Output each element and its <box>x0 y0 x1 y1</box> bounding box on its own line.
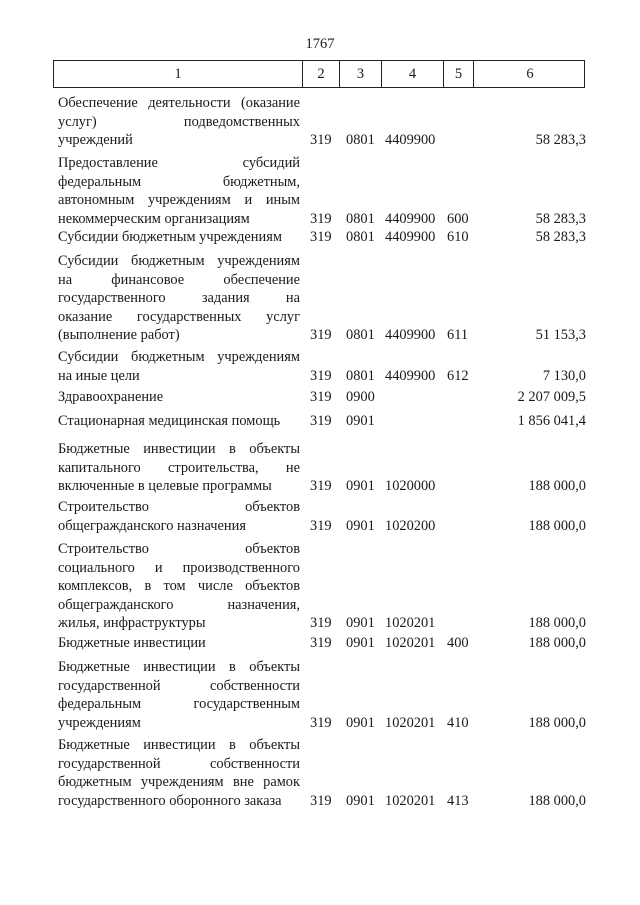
description-line: федеральным бюджетным, <box>58 173 300 190</box>
header-col-3: 3 <box>339 61 381 87</box>
table-row <box>0 388 640 407</box>
cell-c2: 319 <box>310 132 332 148</box>
cell-c6: 58 283,3 <box>535 132 586 148</box>
cell-c4: 4409900 <box>385 132 436 148</box>
cell-c4: 1020201 <box>385 635 436 651</box>
description-line: услуг) подведомственных <box>58 113 300 130</box>
description-line: общегражданского назначения <box>58 517 246 534</box>
description-line: государственной собственности <box>58 677 300 694</box>
cell-c5: 611 <box>447 327 469 343</box>
description-line: Строительство объектов <box>58 499 300 515</box>
cell-c6: 58 283,3 <box>535 210 586 227</box>
cell-c6: 188 000,0 <box>528 615 586 631</box>
description-line: Бюджетные инвестиции <box>58 635 206 651</box>
row-description <box>58 154 300 228</box>
row-description <box>58 440 300 496</box>
header-col-6: 6 <box>473 61 586 87</box>
header-col-5: 5 <box>443 61 473 87</box>
description-line: федеральным государственным <box>58 696 300 712</box>
description-line: автономным учреждениям и иным <box>58 192 300 208</box>
cell-c4: 4409900 <box>385 327 436 343</box>
cell-c2: 319 <box>310 615 332 631</box>
cell-c3: 0900 <box>346 389 375 405</box>
cell-c4: 4409900 <box>385 210 436 227</box>
description-line: Бюджетные инвестиции в объекты <box>58 441 300 457</box>
description-line: (выполнение работ) <box>58 327 180 343</box>
description-line: Здравоохранение <box>58 389 164 405</box>
row-description <box>58 658 300 732</box>
row-description <box>58 412 300 431</box>
header-col-2: 2 <box>302 61 339 87</box>
row-description <box>58 348 300 385</box>
cell-c6: 188 000,0 <box>528 714 586 731</box>
description-line: общегражданского назначения, <box>58 596 300 613</box>
description-line: Обеспечение деятельности (оказание <box>58 95 300 111</box>
description-line: Стационарная медицинская помощь <box>58 413 281 429</box>
cell-c3: 0901 <box>346 478 375 494</box>
table-row <box>0 736 640 810</box>
cell-c3: 0901 <box>346 615 375 631</box>
description-line: Субсидии бюджетным учреждениям <box>58 253 300 269</box>
row-description <box>58 252 300 345</box>
cell-c2: 319 <box>310 229 332 245</box>
cell-c6: 188 000,0 <box>528 517 586 534</box>
cell-c5: 612 <box>447 367 469 384</box>
cell-c3: 0901 <box>346 792 375 809</box>
cell-c3: 0901 <box>346 517 375 534</box>
description-line: капитального строительства, не <box>58 459 300 476</box>
cell-c3: 0801 <box>346 210 375 227</box>
cell-c5: 410 <box>447 714 469 731</box>
page-number: 1767 <box>305 36 335 52</box>
cell-c6: 188 000,0 <box>528 478 586 494</box>
description-line: Предоставление субсидий <box>58 155 300 171</box>
description-line: на иные цели <box>58 367 140 384</box>
cell-c2: 319 <box>310 792 332 809</box>
table-row <box>0 498 640 535</box>
cell-c4: 1020201 <box>385 792 436 809</box>
cell-c6: 58 283,3 <box>535 229 586 245</box>
description-line: учреждений <box>58 132 133 148</box>
table-row <box>0 228 640 247</box>
description-line: социального и производственного <box>58 559 300 576</box>
cell-c4: 1020200 <box>385 517 436 534</box>
cell-c6: 7 130,0 <box>542 367 586 384</box>
cell-c5: 610 <box>447 229 469 245</box>
row-description <box>58 634 300 653</box>
table-row <box>0 540 640 633</box>
description-line: комплексов, в том числе объектов <box>58 578 300 594</box>
description-line: государственной собственности <box>58 755 300 772</box>
description-line: Бюджетные инвестиции в объекты <box>58 659 300 675</box>
table-row <box>0 348 640 385</box>
cell-c2: 319 <box>310 714 332 731</box>
description-line: учреждениям <box>58 714 141 731</box>
table-row <box>0 252 640 345</box>
cell-c3: 0801 <box>346 229 375 245</box>
row-description <box>58 540 300 633</box>
cell-c2: 319 <box>310 389 332 405</box>
cell-c5: 413 <box>447 792 469 809</box>
table-row <box>0 154 640 228</box>
cell-c2: 319 <box>310 478 332 494</box>
table-row <box>0 440 640 496</box>
cell-c2: 319 <box>310 367 332 384</box>
cell-c4: 1020201 <box>385 615 436 631</box>
cell-c6: 51 153,3 <box>535 327 586 343</box>
description-line: оказание государственных услуг <box>58 308 300 325</box>
table-row <box>0 634 640 653</box>
description-line: бюджетным учреждениям вне рамок <box>58 774 300 790</box>
row-description <box>58 388 300 407</box>
cell-c4: 4409900 <box>385 367 436 384</box>
cell-c5: 400 <box>447 635 469 651</box>
row-description <box>58 228 300 247</box>
description-line: государственного задания на <box>58 290 300 306</box>
cell-c5: 600 <box>447 210 469 227</box>
table-header <box>53 60 585 88</box>
cell-c2: 319 <box>310 210 332 227</box>
description-line: государственного оборонного заказа <box>58 792 282 809</box>
cell-c2: 319 <box>310 635 332 651</box>
cell-c3: 0901 <box>346 635 375 651</box>
description-line: Субсидии бюджетным учреждениям <box>58 349 300 365</box>
row-description <box>58 736 300 810</box>
header-col-1: 1 <box>174 65 182 82</box>
cell-c3: 0901 <box>346 714 375 731</box>
cell-c2: 319 <box>310 413 332 429</box>
cell-c3: 0901 <box>346 413 375 429</box>
cell-c6: 2 207 009,5 <box>517 389 586 405</box>
cell-c6: 188 000,0 <box>528 635 586 651</box>
description-line: некоммерческим организациям <box>58 210 250 227</box>
cell-c6: 1 856 041,4 <box>517 413 586 429</box>
description-line: жилья, инфраструктуры <box>58 615 206 631</box>
cell-c4: 4409900 <box>385 229 436 245</box>
table-row <box>0 412 640 431</box>
cell-c3: 0801 <box>346 367 375 384</box>
description-line: Субсидии бюджетным учреждениям <box>58 229 282 245</box>
cell-c2: 319 <box>310 517 332 534</box>
cell-c2: 319 <box>310 327 332 343</box>
header-col-4: 4 <box>381 61 443 87</box>
description-line: на финансовое обеспечение <box>58 271 300 288</box>
cell-c6: 188 000,0 <box>528 792 586 809</box>
cell-c4: 1020000 <box>385 478 436 494</box>
row-description <box>58 94 300 150</box>
description-line: включенные в целевые программы <box>58 478 272 494</box>
cell-c3: 0801 <box>346 132 375 148</box>
cell-c3: 0801 <box>346 327 375 343</box>
table-row <box>0 94 640 150</box>
description-line: Бюджетные инвестиции в объекты <box>58 737 300 753</box>
row-description <box>58 498 300 535</box>
table-row <box>0 658 640 732</box>
description-line: Строительство объектов <box>58 541 300 557</box>
cell-c4: 1020201 <box>385 714 436 731</box>
